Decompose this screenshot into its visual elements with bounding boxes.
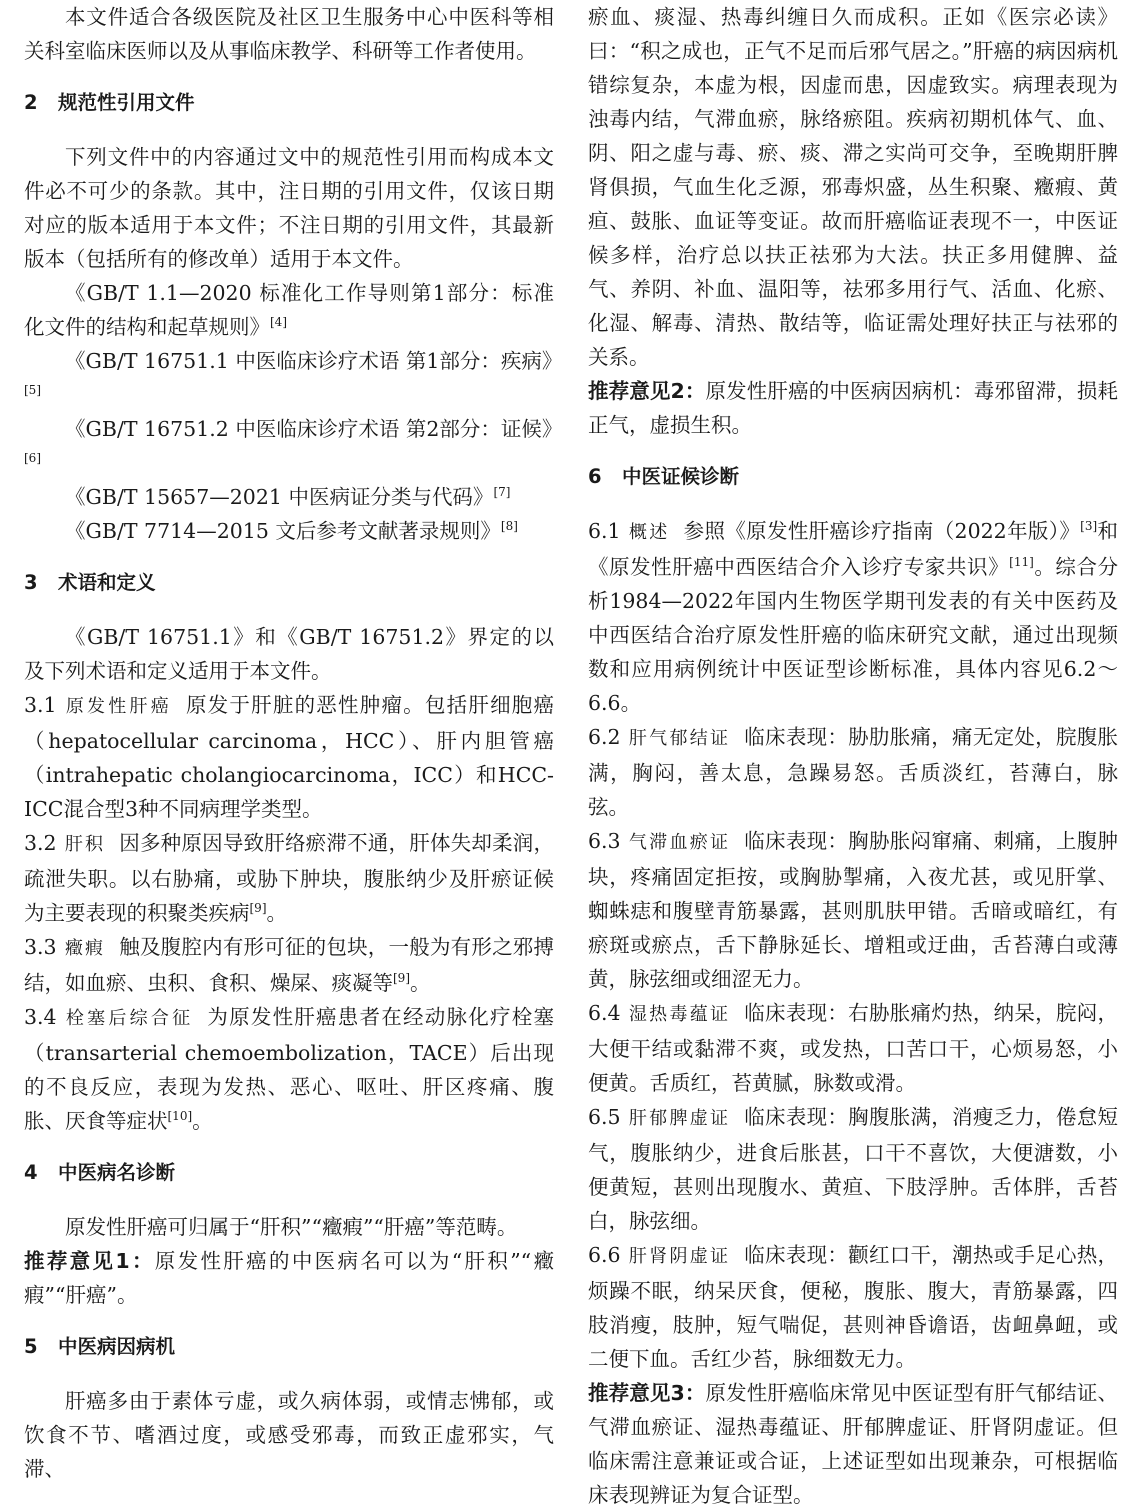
right-column (588, 0, 1118, 1512)
reference-item (24, 514, 554, 548)
section-6-heading (588, 460, 1118, 494)
clause-number: 6.6 (588, 1243, 621, 1267)
clause-number: 3.1 (24, 693, 57, 717)
citation-marker: [3] (1080, 519, 1098, 534)
recommendation-text: 原发性肝癌临床常见中医证型有肝气郁结证、气滞血瘀证、湿热毒蕴证、肝郁脾虚证、肝肾阴虚证。但临床需注意兼证或合证，上述证型如出现兼杂，可根据临床表现辨证为复合证型。 (588, 1381, 1119, 1507)
clause-6-1 (588, 514, 1118, 720)
section-number: 6 (588, 465, 602, 488)
section-number: 4 (24, 1161, 38, 1184)
term-name: 栓塞后综合征 (64, 1008, 194, 1029)
definition-3-1 (24, 688, 554, 826)
section-5-paragraph: 肝癌多由于素体亏虚，或久病体弱，或情志怫郁，或饮食不节、嗜酒过度，或感受邪毒，而致正虚邪实，气滞、 (24, 1389, 554, 1481)
recommendation-1 (24, 1244, 554, 1312)
refs-intro-paragraph: 下列文件中的内容通过文中的规范性引用而构成本文件必不可少的条款。其中，注日期的引用文件，仅该日期对应的版本适用于本文件；不注日期的引用文件，其最新版本（包括所有的修改单）适用于本文件。 (24, 145, 554, 271)
recommendation-3 (588, 1376, 1118, 1512)
citation-marker: [9] (249, 901, 267, 916)
definition-text: 为原发性肝癌患者在经动脉化疗栓塞（transarterial chemoembolization，TACE）后出现的不良反应，表现为发热、恶心、呕吐、肝区疼痛、腹胀、厌食等症状 (24, 1005, 555, 1133)
section-title: 中医证候诊断 (622, 465, 740, 488)
section-5-continued-paragraph: 瘀血、痰湿、热毒纠缠日久而成积。正如《医宗必读》曰：“积之成也，正气不足而后邪气居之。”肝癌的病因病机错综复杂，本虚为根，因虚而患，因虚致实。病理表现为浊毒内结，气滞血瘀，脉络瘀阻。疾病初期机体气、血、阴、阳之虚与毒、瘀、痰、滞之实尚可交争，至晚期肝脾肾俱损，气血生化乏源，邪毒炽盛，丛生积聚、癥瘕、黄疸、鼓胀、血证等变证。故而肝癌临证表现不一，中医证候多样，治疗总以扶正祛邪为大法。扶正多用健脾、益气、养阴、补血、温阳等，祛邪多用行气、活血、化瘀、化湿、解毒、清热、散结等，临证需处理好扶正与祛邪的关系。 (588, 5, 1118, 369)
clause-number: 3.3 (24, 935, 57, 959)
recommendation-label: 推荐意见1： (24, 1249, 155, 1273)
section-number: 5 (24, 1335, 38, 1358)
definition-text: 原发于肝脏的恶性肿瘤。包括肝细胞癌（hepatocellular carcinoma，HCC）、肝内胆管癌（intrahepatic cholangiocarcinoma，ICC）和HCC-ICC混合型3种不同病理学类型。 (24, 693, 555, 821)
clause-6-2 (588, 720, 1118, 824)
term-name: 原发性肝癌 (64, 696, 172, 717)
clause-text: 临床表现：胸胁胀闷窜痛、刺痛，上腹肿块，疼痛固定拒按，或胸胁掣痛，入夜尤甚，或见肝掌、蜘蛛痣和腹壁青筋暴露，甚则肌肤甲错。舌暗或暗红，有瘀斑或瘀点，舌下静脉延长、增粗或迂曲，舌苔薄白或薄黄，脉弦细或细涩无力。 (588, 829, 1119, 991)
clause-text: 临床表现：胸腹胀满，消瘦乏力，倦怠短气，腹胀纳少，进食后胀甚，口干不喜饮，大便溏数，小便黄短，甚则出现腹水、黄疸、下肢浮肿。舌体胖，舌苔白，脉弦细。 (588, 1105, 1119, 1233)
clause-text: 和《原发性肝癌中西医结合介入诊疗专家共识》 (588, 519, 1119, 579)
sentence-end: 。 (410, 971, 431, 995)
term-name: 肝气郁结证 (628, 728, 731, 749)
reference-text: 《GB/T 16751.2 中医临床诊疗术语 第2部分：证候》 (65, 417, 563, 441)
clause-text: 临床表现：胁肋胀痛，痛无定处，脘腹胀满，胸闷，善太息，急躁易怒。舌质淡红，苔薄白，脉弦。 (588, 725, 1119, 819)
section-title: 术语和定义 (58, 571, 156, 594)
clause-6-4 (588, 996, 1118, 1100)
section-2-heading (24, 86, 554, 120)
section-title: 中医病因病机 (58, 1335, 176, 1358)
section-3-heading (24, 566, 554, 600)
clause-6-3 (588, 824, 1118, 996)
definition-3-4 (24, 1000, 554, 1138)
section-4-paragraph: 原发性肝癌可归属于“肝积”“癥瘕”“肝癌”等范畴。 (65, 1215, 518, 1239)
clause-text: 。综合分析1984—2022年国内生物医学期刊发表的有关中医药及中西医结合治疗原发性肝癌的临床研究文献，通过出现频数和应用病例统计中医证型诊断标准，具体内容见6.2～6.6。 (588, 555, 1119, 715)
citation-marker: [4] (270, 315, 287, 330)
citation-marker: [7] (493, 485, 511, 500)
section-4-heading (24, 1156, 554, 1190)
term-name: 肝肾阴虚证 (628, 1246, 731, 1267)
term-name: 肝积 (64, 834, 106, 855)
recommendation-label: 推荐意见2： (588, 379, 706, 403)
term-name: 概述 (628, 522, 670, 543)
definition-text: 触及腹腔内有形可征的包块，一般为有形之邪搏结，如血瘀、虫积、食积、燥屎、痰凝等 (24, 935, 555, 995)
term-name: 气滞血瘀证 (628, 832, 731, 853)
definition-3-3 (24, 930, 554, 1000)
recommendation-2 (588, 374, 1118, 442)
recommendation-text: 原发性肝癌的中医病因病机：毒邪留滞，损耗正气，虚损生积。 (588, 379, 1119, 437)
reference-text: 《GB/T 1.1—2020 标准化工作导则第1部分：标准化文件的结构和起草规则》 (24, 281, 554, 339)
section-5-heading (24, 1330, 554, 1364)
definition-3-2 (24, 826, 554, 930)
definition-text: 因多种原因导致肝络瘀滞不通，肝体失却柔润，疏泄失职。以右胁痛，或胁下肿块，腹胀纳少及肝瘀证候为主要表现的积聚类疾病 (24, 831, 555, 925)
terms-intro-paragraph: 《GB/T 16751.1》和《GB/T 16751.2》界定的以及下列术语和定义适用于本文件。 (24, 625, 554, 683)
clause-number: 3.4 (24, 1005, 57, 1029)
reference-item (24, 412, 563, 480)
citation-marker: [10] (167, 1109, 193, 1124)
clause-number: 6.3 (588, 829, 621, 853)
citation-marker: [9] (393, 971, 410, 986)
reference-item (24, 480, 554, 514)
recommendation-text: 原发性肝癌的中医病名可以为“肝积”“癥瘕”“肝癌”。 (24, 1249, 554, 1307)
recommendation-label: 推荐意见3： (588, 1381, 706, 1405)
clause-number: 6.5 (588, 1105, 621, 1129)
sentence-end: 。 (266, 901, 287, 925)
clause-6-6 (588, 1238, 1118, 1376)
intro-paragraph: 本文件适合各级医院及社区卫生服务中心中医科等相关科室临床医师以及从事临床教学、科研等工作者使用。 (24, 5, 554, 63)
clause-number: 6.2 (588, 725, 621, 749)
term-name: 肝郁脾虚证 (628, 1108, 731, 1129)
clause-number: 6.1 (588, 519, 621, 543)
section-title: 规范性引用文件 (58, 91, 195, 114)
clause-number: 3.2 (24, 831, 57, 855)
clause-6-5 (588, 1100, 1118, 1238)
citation-marker: [5] (24, 383, 41, 398)
section-title: 中医病名诊断 (58, 1161, 176, 1184)
sentence-end: 。 (192, 1109, 213, 1133)
section-number: 2 (24, 91, 38, 114)
reference-text: 《GB/T 15657—2021 中医病证分类与代码》 (65, 485, 494, 509)
section-number: 3 (24, 571, 38, 594)
citation-marker: [11] (1009, 555, 1034, 570)
term-name: 癥瘕 (64, 938, 106, 959)
citation-marker: [8] (500, 519, 518, 534)
clause-text: 临床表现：颧红口干，潮热或手足心热，烦躁不眠，纳呆厌食，便秘，腹胀、腹大，青筋暴露，四肢消瘦，肢肿，短气喘促，甚则神昏谵语，齿衄鼻衄，或二便下血。舌红少苔，脉细数无力。 (588, 1243, 1119, 1371)
reference-text: 《GB/T 16751.1 中医临床诊疗术语 第1部分：疾病》 (65, 349, 563, 373)
citation-marker: [6] (24, 451, 41, 466)
term-name: 湿热毒蕴证 (628, 1004, 731, 1025)
clause-text: 临床表现：右胁胀痛灼热，纳呆，脘闷，大便干结或黏滞不爽，或发热，口苦口干，心烦易怒，小便黄。舌质红，苔黄腻，脉数或滑。 (588, 1001, 1119, 1095)
clause-text: 参照《原发性肝癌诊疗指南（2022年版）》 (683, 519, 1081, 543)
reference-item (24, 344, 563, 412)
reference-item (24, 276, 554, 344)
clause-number: 6.4 (588, 1001, 621, 1025)
left-column (24, 0, 563, 1486)
reference-text: 《GB/T 7714—2015 文后参考文献著录规则》 (65, 519, 501, 543)
